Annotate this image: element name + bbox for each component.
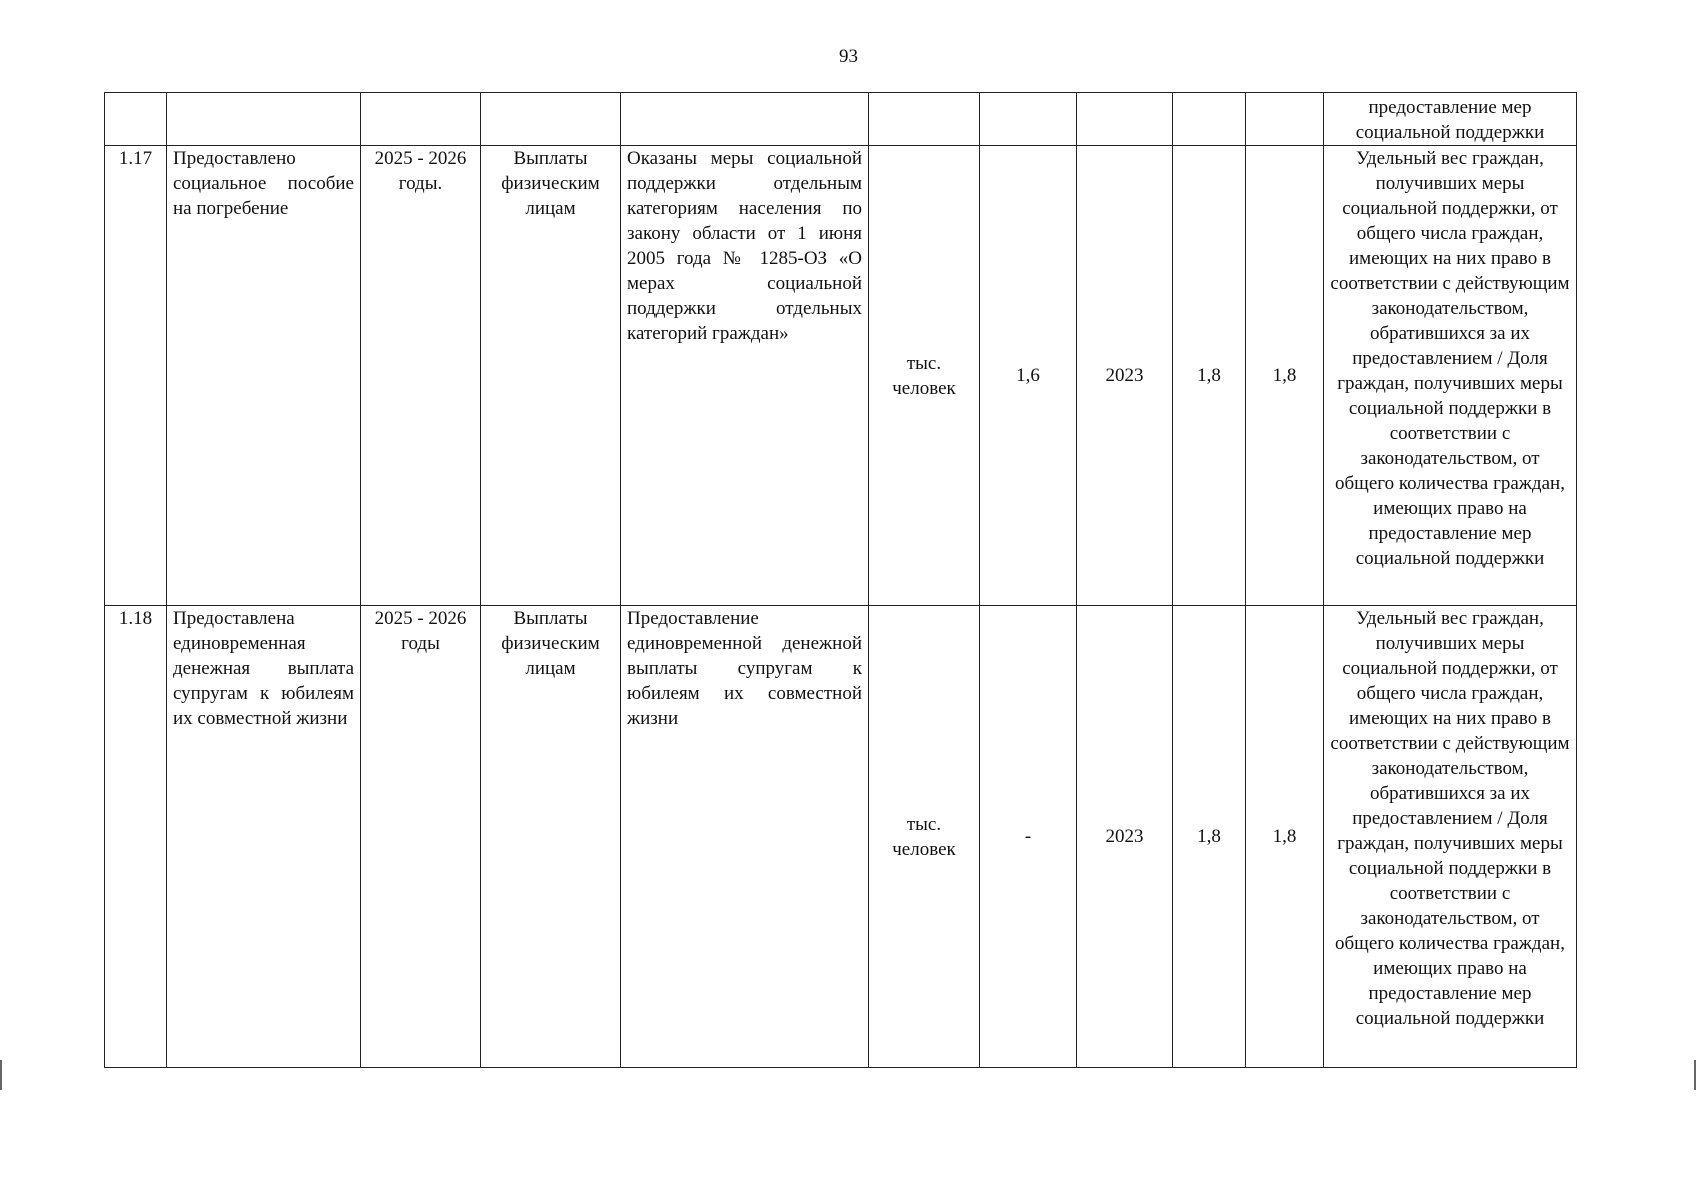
- table-row: [105, 606, 1577, 1068]
- unit-cell: [869, 93, 980, 146]
- name-cell: [167, 93, 361, 146]
- period-cell: 2025 - 2026 годы.: [361, 146, 481, 606]
- unit-cell: тыс. человек: [869, 146, 980, 606]
- indicator-cell: предоставление мер социальной поддержки: [1324, 93, 1577, 146]
- num-cell: 1.18: [105, 606, 167, 1068]
- name-cell: Предоставлено социальное пособие на погребение: [167, 146, 361, 606]
- indicator-cell: Удельный вес граждан, получивших меры социальной поддержки, от общего числа граждан, имеющих на них право в соответствии с действующим законодательством, обратившихся за их предоставлением / Доля граждан, получивших меры социальной поддержки в соответствии с законодательством, от общего количества граждан, имеющих право на предоставление мер социальной поддержки: [1324, 606, 1577, 1068]
- name-cell: Предоставлена единовременная денежная выплата супругам к юбилеям их совместной жизни: [167, 606, 361, 1068]
- period-cell: 2025 - 2026 годы: [361, 606, 481, 1068]
- base-value-cell: 1,6: [980, 146, 1077, 606]
- value-2026-cell: 1,8: [1246, 146, 1324, 606]
- unit-cell: тыс. человек: [869, 606, 980, 1068]
- measures-table: [104, 92, 1577, 1068]
- result-cell: [621, 93, 869, 146]
- continuation-row: [105, 93, 1577, 146]
- value-2025-cell: [1173, 93, 1246, 146]
- value-2026-cell: 1,8: [1246, 606, 1324, 1068]
- base-year-cell: [1077, 93, 1173, 146]
- period-cell: [361, 93, 481, 146]
- result-cell: Оказаны меры социальной поддержки отдельным категориям населения по закону области от 1 июня 2005 года № 1285-ОЗ «О мерах социальной поддержки отдельных категорий граждан»: [621, 146, 869, 606]
- base-year-cell: 2023: [1077, 146, 1173, 606]
- value-2026-cell: [1246, 93, 1324, 146]
- base-value-cell: -: [980, 606, 1077, 1068]
- base-value-cell: [980, 93, 1077, 146]
- base-year-cell: 2023: [1077, 606, 1173, 1068]
- table-row: [105, 146, 1577, 606]
- scan-edge-mark-right: [1694, 1060, 1696, 1090]
- scan-edge-mark-left: [0, 1060, 2, 1090]
- type-cell: Выплаты физическим лицам: [481, 606, 621, 1068]
- num-cell: [105, 93, 167, 146]
- num-cell: 1.17: [105, 146, 167, 606]
- value-2025-cell: 1,8: [1173, 146, 1246, 606]
- indicator-cell: Удельный вес граждан, получивших меры социальной поддержки, от общего числа граждан, имеющих на них право в соответствии с действующим законодательством, обратившихся за их предоставлением / Доля граждан, получивших меры социальной поддержки в соответствии с законодательством, от общего количества граждан, имеющих право на предоставление мер социальной поддержки: [1324, 146, 1577, 606]
- value-2025-cell: 1,8: [1173, 606, 1246, 1068]
- result-cell: Предоставление единовременной денежной выплаты супругам к юбилеям их совместной жизни: [621, 606, 869, 1068]
- type-cell: Выплаты физическим лицам: [481, 146, 621, 606]
- type-cell: [481, 93, 621, 146]
- page-number: 93: [839, 46, 858, 67]
